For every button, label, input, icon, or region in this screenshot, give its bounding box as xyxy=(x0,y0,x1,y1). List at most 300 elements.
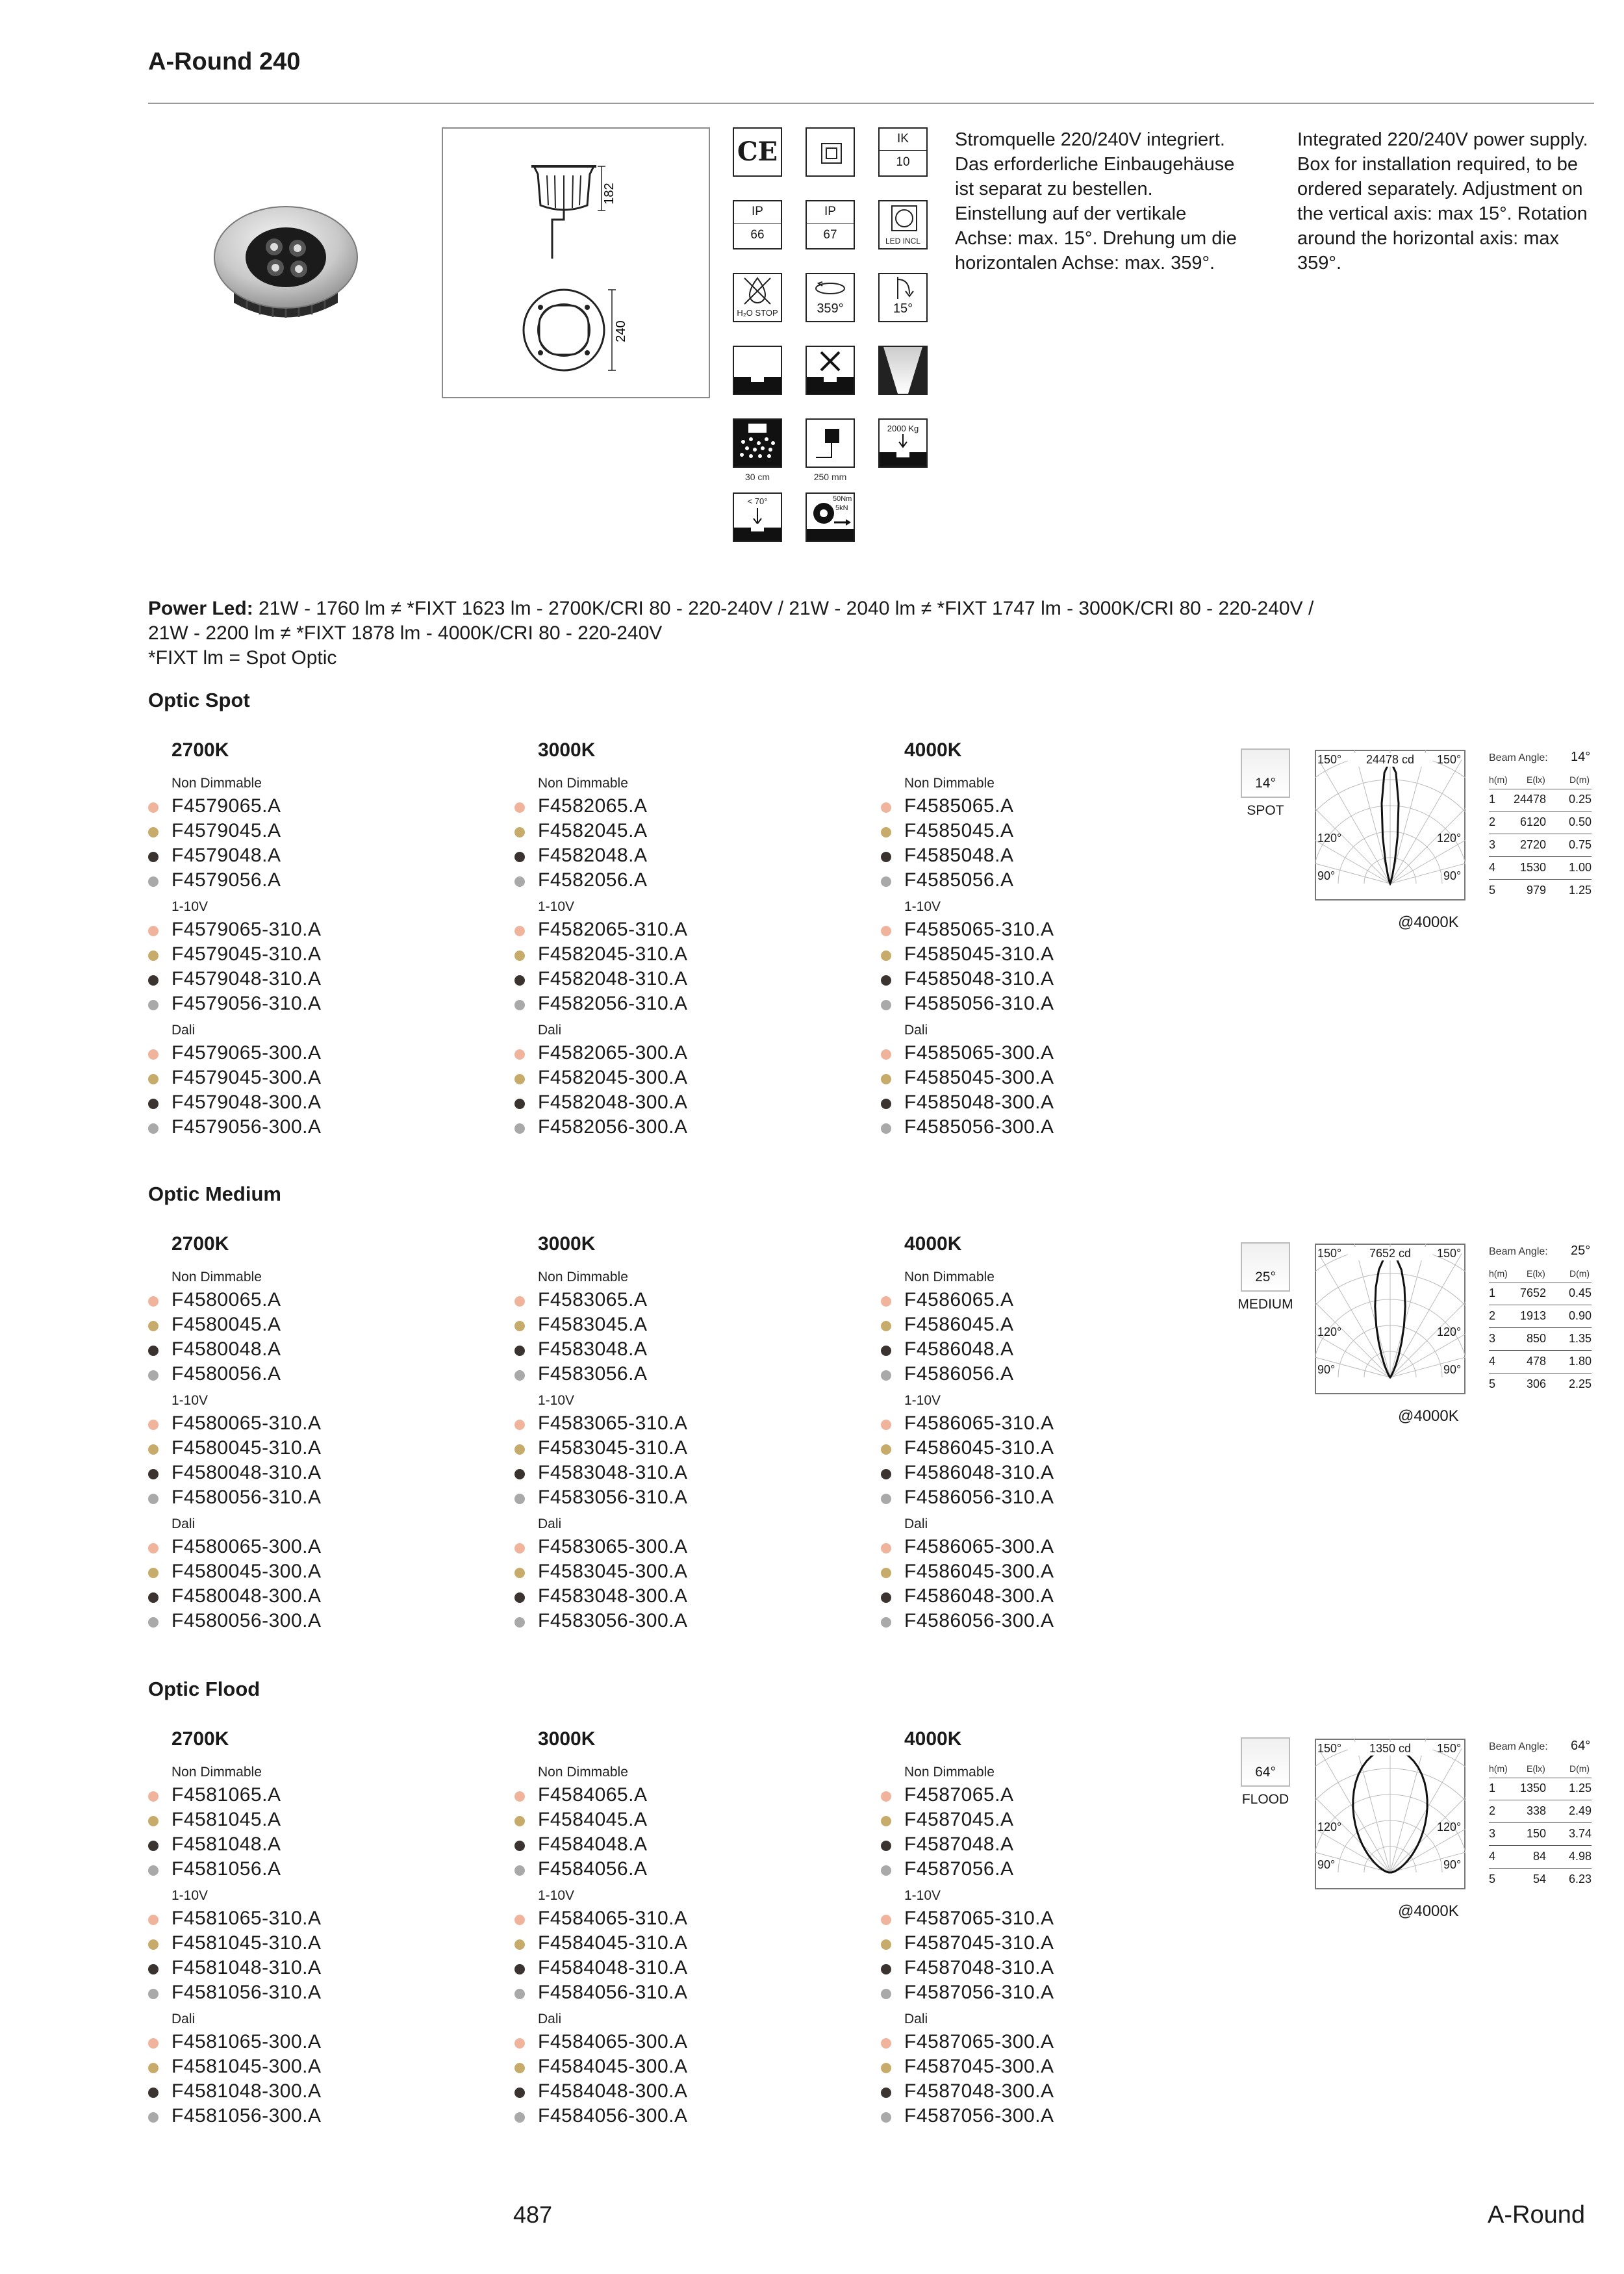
finish-swatch xyxy=(881,975,891,986)
table-cell: 2 xyxy=(1489,1804,1496,1817)
finish-swatch xyxy=(514,827,525,837)
angle-label: 90° xyxy=(1443,869,1462,882)
product-code: F4580048.A xyxy=(171,1338,281,1360)
group-label: 1-10V xyxy=(171,1393,209,1408)
group-label: 1-10V xyxy=(904,899,941,914)
finish-swatch xyxy=(148,1469,159,1479)
product-code: F4586048.A xyxy=(904,1338,1014,1360)
product-code: F4586065-300.A xyxy=(904,1536,1054,1557)
product-code: F4581045-310.A xyxy=(171,1932,322,1954)
table-cell: 1.25 xyxy=(1568,884,1592,897)
finish-swatch xyxy=(514,1420,525,1430)
table-cell: 3.74 xyxy=(1568,1827,1592,1840)
finish-swatch xyxy=(514,1321,525,1331)
angle-label: 120° xyxy=(1437,832,1462,845)
finish-swatch xyxy=(514,1915,525,1925)
product-code: F4579065-300.A xyxy=(171,1042,322,1064)
power-led-specs xyxy=(148,596,1603,671)
table-cell: 3 xyxy=(1489,1827,1496,1840)
product-code: F4582045-310.A xyxy=(538,943,688,965)
finish-swatch xyxy=(148,2112,159,2123)
product-code: F4581065-310.A xyxy=(171,1908,322,1929)
finish-swatch xyxy=(514,1592,525,1603)
group-label: Dali xyxy=(904,1516,928,1531)
product-code: F4587045-300.A xyxy=(904,2056,1054,2077)
finish-swatch xyxy=(514,926,525,936)
finish-swatch xyxy=(148,852,159,862)
product-code: F4582065-300.A xyxy=(538,1042,688,1064)
group-label: Dali xyxy=(538,1023,562,1038)
product-code: F4583045-310.A xyxy=(538,1437,688,1459)
product-code: F4580045-300.A xyxy=(171,1561,322,1582)
product-code: F4583045.A xyxy=(538,1314,648,1335)
product-code: F4582045-300.A xyxy=(538,1067,688,1088)
light-beam-icon xyxy=(878,346,928,395)
table-cell: 5 xyxy=(1489,1872,1496,1885)
finish-swatch xyxy=(148,1592,159,1603)
finish-swatch xyxy=(881,1915,891,1925)
finish-swatch xyxy=(148,1000,159,1010)
finish-swatch xyxy=(514,1494,525,1504)
table-cell: 1913 xyxy=(1519,1309,1546,1322)
table-cell: 4.98 xyxy=(1568,1850,1592,1863)
finish-swatch xyxy=(148,1915,159,1925)
finish-swatch xyxy=(148,1099,159,1109)
product-code: F4585056.A xyxy=(904,869,1014,891)
product-code: F4585065-310.A xyxy=(904,919,1054,940)
group-label: Dali xyxy=(171,1516,196,1531)
finish-swatch xyxy=(881,2088,891,2098)
finish-swatch xyxy=(148,1791,159,1802)
product-code: F4581065.A xyxy=(171,1784,281,1806)
product-code: F4580045.A xyxy=(171,1314,281,1335)
optic-name: MEDIUM xyxy=(1237,1297,1293,1312)
table-rule xyxy=(1489,1845,1592,1846)
column-kelvin: 4000K xyxy=(904,1728,962,1750)
page-number: 487 xyxy=(513,2201,553,2228)
product-code: F4585056-310.A xyxy=(904,993,1054,1014)
finish-swatch xyxy=(148,1420,159,1430)
page-title: A-Round 240 xyxy=(148,48,301,75)
technical-drawing xyxy=(442,127,710,398)
finish-swatch xyxy=(148,2038,159,2049)
ip66-icon: IP 66 xyxy=(733,200,782,249)
table-cell: 478 xyxy=(1526,1355,1546,1368)
group-label: 1-10V xyxy=(538,1393,575,1408)
table-header: E(lx) xyxy=(1527,774,1545,785)
product-code: F4581048-300.A xyxy=(171,2080,322,2102)
finish-swatch xyxy=(514,1865,525,1876)
finish-swatch xyxy=(148,1494,159,1504)
product-code: F4587056.A xyxy=(904,1858,1014,1880)
table-cell: 1.00 xyxy=(1568,861,1592,874)
table-rule xyxy=(1489,879,1592,880)
finish-swatch xyxy=(514,1346,525,1356)
angle-label: 90° xyxy=(1317,869,1336,882)
product-code: F4583065-300.A xyxy=(538,1536,688,1557)
power-line-2: 21W - 2200 lm ≠ *FIXT 1878 lm - 4000K/CRI 80 - 220-240V xyxy=(148,622,663,644)
group-label: Non Dimmable xyxy=(538,1270,628,1284)
product-code: F4579045-300.A xyxy=(171,1067,322,1088)
table-cell: 2720 xyxy=(1519,838,1546,851)
product-code: F4587065.A xyxy=(904,1784,1014,1806)
finish-swatch xyxy=(514,2112,525,2123)
table-cell: 1350 xyxy=(1519,1782,1546,1795)
beam-angle-label: Beam Angle: xyxy=(1489,1741,1548,1752)
product-code: F4580065.A xyxy=(171,1289,281,1310)
group-label: 1-10V xyxy=(904,1393,941,1408)
product-code: F4583048.A xyxy=(538,1338,648,1360)
finish-swatch xyxy=(881,1494,891,1504)
finish-swatch xyxy=(148,1296,159,1307)
product-code: F4584045-310.A xyxy=(538,1932,688,1954)
group-label: 1-10V xyxy=(538,1888,575,1903)
table-cell: 0.50 xyxy=(1568,815,1592,828)
cable-distance-label: 250 mm xyxy=(813,472,847,482)
finish-swatch xyxy=(514,1964,525,1974)
table-cell: 338 xyxy=(1526,1804,1546,1817)
table-cell: 2.25 xyxy=(1568,1377,1592,1390)
table-cell: 3 xyxy=(1489,1332,1496,1345)
section-title: Optic Medium xyxy=(148,1182,281,1205)
product-code: F4580056-300.A xyxy=(171,1610,322,1631)
group-label: Non Dimmable xyxy=(171,1765,262,1780)
product-code: F4582065.A xyxy=(538,795,648,817)
product-code: F4579048.A xyxy=(171,845,281,866)
finish-swatch xyxy=(881,1865,891,1876)
table-cell: 54 xyxy=(1532,1872,1546,1885)
finish-swatch xyxy=(514,1370,525,1381)
table-cell: 1 xyxy=(1489,1782,1496,1795)
product-code: F4584065.A xyxy=(538,1784,648,1806)
angle-label: 90° xyxy=(1317,1858,1336,1871)
table-cell: 5 xyxy=(1489,884,1496,897)
no-cover-icon xyxy=(806,346,855,395)
finish-swatch xyxy=(148,827,159,837)
finish-swatch xyxy=(148,926,159,936)
product-code: F4581056-300.A xyxy=(171,2105,322,2127)
finish-swatch xyxy=(514,2063,525,2073)
group-label: Non Dimmable xyxy=(538,1765,628,1780)
finish-swatch xyxy=(514,1568,525,1578)
finish-swatch xyxy=(148,1074,159,1084)
product-code: F4583056.A xyxy=(538,1363,648,1385)
table-rule xyxy=(1489,1822,1592,1823)
table-cell: 979 xyxy=(1526,884,1546,897)
kelvin-note: @4000K xyxy=(1398,1407,1459,1425)
product-code: F4583056-310.A xyxy=(538,1487,688,1508)
peak-intensity: 24478 cd xyxy=(1348,753,1432,767)
finish-swatch xyxy=(514,1049,525,1060)
group-label: Non Dimmable xyxy=(904,776,995,791)
product-code: F4579045-310.A xyxy=(171,943,322,965)
finish-swatch xyxy=(881,1939,891,1950)
product-code: F4586065-310.A xyxy=(904,1412,1054,1434)
finish-swatch xyxy=(148,1321,159,1331)
angle-label: 150° xyxy=(1317,753,1342,766)
column-kelvin: 3000K xyxy=(538,1728,596,1750)
product-code: F4582048-300.A xyxy=(538,1092,688,1113)
description-german: Stromquelle 220/240V integriert. Das erforderliche Einbaugehäuse ist separat zu bestellen. Einstellung auf der vertikale Achse: max. 15°. Drehung um die horizontalen Achse: max. 359°. xyxy=(955,129,1237,274)
finish-swatch xyxy=(881,1816,891,1826)
product-code: F4586045-310.A xyxy=(904,1437,1054,1459)
optic-name: FLOOD xyxy=(1241,1792,1289,1807)
finish-swatch xyxy=(148,1865,159,1876)
product-code: F4583056-300.A xyxy=(538,1610,688,1631)
angle-label: 150° xyxy=(1437,1742,1462,1755)
torque-icon: 50Nm 5kN xyxy=(806,492,855,542)
ip67-icon: IP 67 xyxy=(806,200,855,249)
finish-swatch xyxy=(148,1123,159,1134)
table-cell: 5 xyxy=(1489,1377,1496,1390)
product-code: F4583048-300.A xyxy=(538,1585,688,1607)
finish-swatch xyxy=(148,802,159,813)
table-cell: 150 xyxy=(1526,1827,1546,1840)
finish-swatch xyxy=(148,2063,159,2073)
led-included-icon: LED INCL xyxy=(878,200,928,249)
product-code: F4584056-300.A xyxy=(538,2105,688,2127)
product-code: F4582056-300.A xyxy=(538,1116,688,1138)
finish-swatch xyxy=(881,1420,891,1430)
table-cell: 4 xyxy=(1489,1355,1496,1368)
finish-swatch xyxy=(514,1074,525,1084)
finish-swatch xyxy=(881,1123,891,1134)
finish-swatch xyxy=(514,1000,525,1010)
recessed-ground-icon xyxy=(733,346,782,395)
product-code: F4585048-300.A xyxy=(904,1092,1054,1113)
column-kelvin: 2700K xyxy=(171,1728,229,1750)
product-code: F4579065.A xyxy=(171,795,281,817)
product-code: F4587048-300.A xyxy=(904,2080,1054,2102)
product-code: F4581048-310.A xyxy=(171,1957,322,1978)
finish-swatch xyxy=(881,1370,891,1381)
table-cell: 1.25 xyxy=(1568,1782,1592,1795)
table-cell: 2 xyxy=(1489,815,1496,828)
product-code: F4584056-310.A xyxy=(538,1982,688,2003)
optic-angle: 64° xyxy=(1255,1765,1276,1780)
table-cell: 6120 xyxy=(1519,815,1546,828)
product-code: F4585048.A xyxy=(904,845,1014,866)
table-rule xyxy=(1489,1868,1592,1869)
finish-swatch xyxy=(881,1099,891,1109)
finish-swatch xyxy=(881,951,891,961)
finish-swatch xyxy=(881,1346,891,1356)
product-code: F4580056-310.A xyxy=(171,1487,322,1508)
finish-swatch xyxy=(514,852,525,862)
product-code: F4580056.A xyxy=(171,1363,281,1385)
group-label: 1-10V xyxy=(171,1888,209,1903)
angle-label: 120° xyxy=(1437,1820,1462,1833)
optic-name: SPOT xyxy=(1247,803,1284,818)
product-code: F4587065-310.A xyxy=(904,1908,1054,1929)
finish-swatch xyxy=(881,1296,891,1307)
group-label: 1-10V xyxy=(171,899,209,914)
table-header: h(m) xyxy=(1489,1763,1508,1774)
table-cell: 1 xyxy=(1489,793,1496,806)
group-label: 1-10V xyxy=(904,1888,941,1903)
beam-angle-value: 14° xyxy=(1571,750,1591,764)
ik-rating-icon: IK 10 xyxy=(878,127,928,177)
product-code: F4584065-310.A xyxy=(538,1908,688,1929)
finish-swatch xyxy=(881,2112,891,2123)
product-code: F4585065-300.A xyxy=(904,1042,1054,1064)
finish-swatch xyxy=(514,2038,525,2049)
table-cell: 24478 xyxy=(1513,793,1546,806)
finish-swatch xyxy=(148,1444,159,1455)
finish-swatch xyxy=(514,2088,525,2098)
finish-swatch xyxy=(148,1346,159,1356)
table-cell: 850 xyxy=(1526,1332,1546,1345)
product-code: F4581045.A xyxy=(171,1809,281,1830)
finish-swatch xyxy=(881,1049,891,1060)
angle-label: 120° xyxy=(1317,1820,1342,1833)
product-code: F4586045-300.A xyxy=(904,1561,1054,1582)
table-cell: 6.23 xyxy=(1568,1872,1592,1885)
diameter-dimension: 240 xyxy=(614,320,628,342)
column-kelvin: 4000K xyxy=(904,739,962,761)
group-label: Dali xyxy=(904,2012,928,2026)
finish-swatch xyxy=(881,1000,891,1010)
finish-swatch xyxy=(881,2063,891,2073)
product-code: F4586045.A xyxy=(904,1314,1014,1335)
finish-swatch xyxy=(148,951,159,961)
group-label: Non Dimmable xyxy=(538,776,628,791)
angle-label: 150° xyxy=(1317,1247,1342,1260)
finish-swatch xyxy=(148,1964,159,1974)
finish-swatch xyxy=(148,975,159,986)
product-code: F4581045-300.A xyxy=(171,2056,322,2077)
finish-swatch xyxy=(881,1444,891,1455)
power-label: Power Led: xyxy=(148,598,253,619)
product-code: F4587056-300.A xyxy=(904,2105,1054,2127)
angle-label: 90° xyxy=(1317,1363,1336,1376)
group-label: 1-10V xyxy=(538,899,575,914)
optic-angle: 14° xyxy=(1255,776,1276,791)
table-cell: 1.80 xyxy=(1568,1355,1592,1368)
product-code: F4582048.A xyxy=(538,845,648,866)
finish-swatch xyxy=(514,1989,525,1999)
finish-swatch xyxy=(881,1074,891,1084)
group-label: Non Dimmable xyxy=(171,776,262,791)
angle-label: 150° xyxy=(1317,1742,1342,1755)
series-name: A-Round xyxy=(1488,2201,1585,2229)
finish-swatch xyxy=(514,951,525,961)
table-header: h(m) xyxy=(1489,1268,1508,1279)
table-cell: 1 xyxy=(1489,1286,1496,1299)
table-cell: 0.75 xyxy=(1568,838,1592,851)
table-cell: 0.25 xyxy=(1568,793,1592,806)
finish-swatch xyxy=(514,1791,525,1802)
peak-intensity: 1350 cd xyxy=(1348,1742,1432,1756)
product-code: F4583065.A xyxy=(538,1289,648,1310)
group-label: Dali xyxy=(538,1516,562,1531)
table-cell: 306 xyxy=(1526,1377,1546,1390)
product-code: F4581056.A xyxy=(171,1858,281,1880)
product-code: F4584048-310.A xyxy=(538,1957,688,1978)
product-code: F4582065-310.A xyxy=(538,919,688,940)
table-header: D(m) xyxy=(1569,1763,1590,1774)
group-label: Non Dimmable xyxy=(171,1270,262,1284)
finish-swatch xyxy=(881,827,891,837)
finish-swatch xyxy=(148,2088,159,2098)
group-label: Non Dimmable xyxy=(904,1765,995,1780)
product-code: F4585065.A xyxy=(904,795,1014,817)
table-header: D(m) xyxy=(1569,774,1590,785)
product-code: F4582045.A xyxy=(538,820,648,841)
finish-swatch xyxy=(514,1543,525,1553)
product-code: F4583065-310.A xyxy=(538,1412,688,1434)
product-code: F4579056-300.A xyxy=(171,1116,322,1138)
table-cell: 1.35 xyxy=(1568,1332,1592,1345)
height-dimension: 182 xyxy=(602,183,616,205)
finish-swatch xyxy=(514,1939,525,1950)
finish-swatch xyxy=(148,1816,159,1826)
product-code: F4582048-310.A xyxy=(538,968,688,990)
dimension-drawing xyxy=(443,129,709,397)
angle-label: 150° xyxy=(1437,1247,1462,1260)
table-cell: 0.45 xyxy=(1568,1286,1592,1299)
gravel-depth-label: 30 cm xyxy=(744,472,770,482)
product-code: F4580065-310.A xyxy=(171,1412,322,1434)
product-code: F4584045-300.A xyxy=(538,2056,688,2077)
finish-swatch xyxy=(514,1841,525,1851)
product-code: F4583048-310.A xyxy=(538,1462,688,1483)
tilt-icon: 15° xyxy=(878,273,928,322)
finish-swatch xyxy=(881,1321,891,1331)
group-label: Dali xyxy=(904,1023,928,1038)
finish-swatch xyxy=(148,1989,159,1999)
product-code: F4586048-300.A xyxy=(904,1585,1054,1607)
description-english: Integrated 220/240V power supply. Box for installation required, to be ordered separately. Adjustment on the vertical axis: max 15°. Rotation around the horizontal axis: max 359°. xyxy=(1297,129,1588,274)
product-code: F4586056-300.A xyxy=(904,1610,1054,1631)
finish-swatch xyxy=(881,1592,891,1603)
beam-angle-label: Beam Angle: xyxy=(1489,1246,1548,1257)
product-code: F4580048-310.A xyxy=(171,1462,322,1483)
finish-swatch xyxy=(881,1841,891,1851)
kelvin-note: @4000K xyxy=(1398,913,1459,931)
finish-swatch xyxy=(148,1841,159,1851)
finish-swatch xyxy=(881,1568,891,1578)
optic-angle: 25° xyxy=(1255,1270,1276,1284)
finish-swatch xyxy=(881,876,891,887)
product-code: F4585056-300.A xyxy=(904,1116,1054,1138)
product-code: F4587056-310.A xyxy=(904,1982,1054,2003)
product-code: F4580048-300.A xyxy=(171,1585,322,1607)
finish-swatch xyxy=(881,1543,891,1553)
product-code: F4585045-310.A xyxy=(904,943,1054,965)
rotation-icon: 359° xyxy=(806,273,855,322)
class-ii-icon xyxy=(806,127,855,177)
finish-swatch xyxy=(514,802,525,813)
column-kelvin: 3000K xyxy=(538,739,596,761)
product-code: F4581065-300.A xyxy=(171,2031,322,2052)
finish-swatch xyxy=(514,1123,525,1134)
product-code: F4586056.A xyxy=(904,1363,1014,1385)
product-code: F4584065-300.A xyxy=(538,2031,688,2052)
table-cell: 4 xyxy=(1489,861,1496,874)
table-cell: 0.90 xyxy=(1568,1309,1592,1322)
finish-swatch xyxy=(514,1296,525,1307)
angle-label: 120° xyxy=(1317,832,1342,845)
h2o-stop-icon: H₂O STOP xyxy=(733,273,782,322)
finish-swatch xyxy=(148,1543,159,1553)
product-code: F4586065.A xyxy=(904,1289,1014,1310)
product-code: F4585045-300.A xyxy=(904,1067,1054,1088)
product-code: F4582056.A xyxy=(538,869,648,891)
product-code: F4582056-310.A xyxy=(538,993,688,1014)
product-code: F4579056.A xyxy=(171,869,281,891)
peak-intensity: 7652 cd xyxy=(1348,1247,1432,1260)
